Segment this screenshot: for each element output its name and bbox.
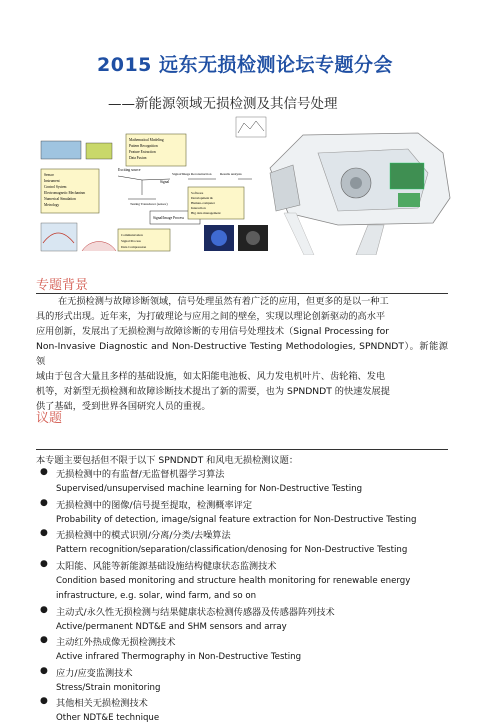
- topic-en: Pattern recognition/separation/classification/denosing for Non-Destructive Testing: [56, 545, 408, 555]
- svg-text:Interaction: Interaction: [191, 206, 206, 210]
- topic-en: Supervised/unsupervised machine learning for Non-Destructive Testing: [56, 484, 363, 494]
- page-title: 2015 远东无损检测论坛专题分会: [97, 54, 393, 76]
- svg-text:Feature Extraction: [129, 150, 156, 154]
- topic-zh: 主动式/永久性无损检测与结果健康状态检测传感器及传感器阵列技术: [56, 606, 335, 618]
- top-box-item: Mathematical Modeling: [129, 138, 164, 142]
- topic-zh: 太阳能、风能等新能源基础设施结构健康状态监测技术: [56, 560, 277, 572]
- semicircle-plot: [82, 242, 116, 251]
- bullet-icon: ●: [40, 604, 48, 615]
- topic-item: [40, 696, 452, 727]
- topic-zh: 主动红外热成像无损检测技术: [56, 637, 176, 648]
- wind-turbine-illustration: [270, 133, 450, 255]
- waveform-image: [41, 223, 77, 251]
- svg-text:Human-computer: Human-computer: [191, 201, 215, 205]
- signal-process-label: Signal/Image Process: [153, 216, 185, 220]
- reconstruction-label: Signal/Image Reconstruction: [172, 172, 212, 176]
- topic-item: [40, 635, 452, 666]
- background-line: 应用创新，发展出了无损检测与故障诊断的专用信号处理技术（Signal Processing for: [36, 326, 390, 337]
- background-paragraph: [36, 294, 448, 414]
- bullet-icon: ●: [40, 558, 48, 569]
- background-line: 域由于包含大量且多样的基础设施，如太阳能电池板、风力发电机叶片、齿轮箱、发电: [36, 371, 386, 382]
- svg-text:Software: Software: [191, 191, 204, 195]
- topic-en: Stress/Strain monitoring: [56, 682, 161, 693]
- svg-text:Signal Process: Signal Process: [121, 239, 141, 243]
- sensor-photo: [41, 141, 81, 159]
- topic-item: [40, 498, 452, 529]
- topics-intro: 本专题主要包括但不限于以下 SPNDNDT 和风电无损检测议题：: [36, 455, 299, 466]
- left-box: [41, 169, 99, 213]
- bullet-icon: ●: [40, 528, 48, 538]
- background-line: 供了基础，受到世界各国研究人员的重视。: [36, 401, 211, 412]
- equipment-photo: [86, 143, 112, 159]
- background-heading: 专题背景: [36, 278, 89, 293]
- topic-zh: 无损检测中的图像/信号提至提取，检测概率评定: [56, 499, 253, 511]
- topic-item: [40, 605, 452, 636]
- topics-heading: 议题: [36, 411, 63, 426]
- top-box-item: Data Fusion: [129, 156, 147, 160]
- topic-list: [40, 467, 452, 727]
- top-box: [126, 134, 186, 166]
- topics-rule: [36, 449, 448, 450]
- topic-item: [40, 467, 452, 498]
- bullet-icon: ●: [40, 696, 48, 706]
- topic-zh: 无损检测中的模式识别/分离/分类/去噪算法: [56, 530, 231, 541]
- svg-text:Big data management: Big data management: [191, 211, 221, 215]
- background-line: 机等，对新型无损检测和故障诊断技术提出了新的需要，也为 SPNDNDT 的快速发展提: [36, 386, 390, 397]
- svg-text:Development &: Development &: [191, 196, 213, 200]
- topic-item: [40, 666, 452, 697]
- background-line: Non-Invasive Diagnostic and Non-Destructive Testing Methodologies, SPNDNDT）。新能源领: [36, 341, 448, 367]
- svg-text:Sensor: Sensor: [44, 173, 54, 177]
- svg-text:Numerical Simulation: Numerical Simulation: [44, 197, 76, 201]
- svg-text:Data Compression: Data Compression: [121, 245, 147, 249]
- topic-en: Other NDT&E technique: [56, 713, 160, 723]
- svg-text:Communication: Communication: [121, 233, 143, 237]
- topic-zh: 其他相关无损检测技术: [56, 698, 148, 709]
- bullet-icon: ●: [40, 497, 48, 508]
- bullet-icon: ●: [40, 635, 48, 645]
- topic-item: [40, 559, 452, 605]
- topic-en: Probability of detection, image/signal feature extraction for Non-Destructive Testing: [56, 514, 417, 525]
- bottom-box: [118, 229, 170, 251]
- signal-label: Signal: [160, 180, 170, 184]
- svg-text:Mathematical Modeling: [129, 138, 164, 142]
- top-box-item: Feature Extraction: [129, 150, 156, 154]
- top-box-item: Pattern Recognition: [129, 144, 158, 148]
- page-subtitle: ——新能源领域无损检测及其信号处理: [108, 96, 338, 112]
- bullet-icon: ●: [40, 665, 48, 676]
- header-figure: [38, 113, 456, 255]
- topic-en: Active infrared Thermography in Non-Destructive Testing: [56, 652, 302, 662]
- testing-transducer-label: Testing Transducer (sensor): [130, 202, 168, 206]
- background-line: 具的形式出现。近年来，为打破理论与应用之间的壁垒，实现以理论创新驱动的高水平: [36, 311, 386, 322]
- svg-text:Electromagnetic Mechanism: Electromagnetic Mechanism: [44, 191, 86, 195]
- svg-text:Instrument: Instrument: [44, 179, 60, 183]
- plot-image: [236, 117, 266, 137]
- svg-text:Data Fusion: [129, 156, 147, 160]
- exciting-source-label: Exciting source: [118, 168, 141, 172]
- topic-item: [40, 528, 452, 559]
- background-line: 在无损检测与故障诊断领域，信号处理虽然有着广泛的应用，但更多的是以一种工: [58, 296, 389, 307]
- topic-zh: 应力/应变监测技术: [56, 667, 133, 679]
- svg-text:Control System: Control System: [44, 185, 67, 189]
- topic-en: Active/permanent NDT&E and SHM sensors and array: [56, 621, 287, 632]
- topic-zh: 无损检测中的有监督/无监督机器学习算法: [56, 469, 225, 480]
- result-analysis-label: Results analysis: [220, 172, 242, 176]
- bullet-icon: ●: [40, 467, 48, 477]
- right-box: [188, 187, 244, 219]
- topic-en: infrastructure, e.g. solar, wind farm, and so on: [56, 591, 257, 601]
- svg-text:Metrology: Metrology: [44, 203, 60, 207]
- topic-en: Condition based monitoring and structure health monitoring for renewable energy: [56, 575, 411, 586]
- svg-text:Pattern Recognition: [129, 144, 158, 148]
